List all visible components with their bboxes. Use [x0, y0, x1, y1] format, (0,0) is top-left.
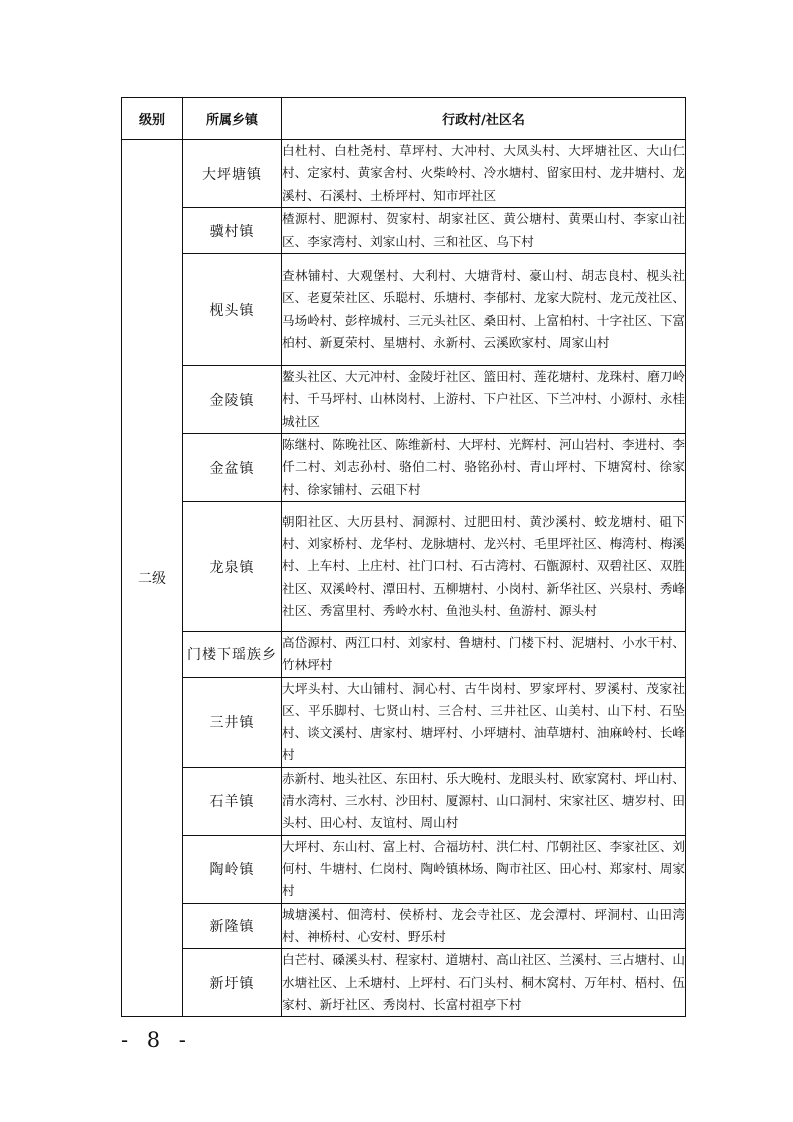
- header-level: 级别: [122, 98, 183, 140]
- villages-cell: 陈继村、陈晚社区、陈维新村、大坪村、光辉村、河山岩村、李进村、李仟二村、刘志孙村、骆伯二村、骆铭孙村、青山坪村、下塘窝村、徐家村、徐家铺村、云砠下村: [282, 434, 686, 502]
- town-cell: 门楼下瑶族乡: [183, 632, 282, 678]
- villages-cell: 高岱源村、两江口村、刘家村、鲁塘村、门楼下村、泥塘村、小水干村、竹林坪村: [282, 632, 686, 678]
- header-villages: 行政村/社区名: [282, 98, 686, 140]
- town-cell: 大坪塘镇: [183, 140, 282, 208]
- table-row: [122, 502, 686, 632]
- table-row: [122, 835, 686, 903]
- table-row: [122, 140, 686, 208]
- villages-cell: 赤新村、地头社区、东田村、乐大晚村、龙眼头村、欧家窝村、坪山村、清水湾村、三水村、沙田村、厦源村、山口洞村、宋家社区、塘岁村、田头村、田心村、友谊村、周山村: [282, 767, 686, 835]
- table-row: [122, 767, 686, 835]
- town-cell: 金盆镇: [183, 434, 282, 502]
- villages-cell: 大坪村、东山村、富上村、合福坊村、洪仁村、邝朝社区、李家社区、刘何村、牛塘村、仁岗村、陶岭镇林场、陶市社区、田心村、郑家村、周家村: [282, 835, 686, 903]
- town-cell: 三井镇: [183, 677, 282, 767]
- table-row: [122, 903, 686, 949]
- town-cell: 枧头镇: [183, 254, 282, 366]
- villages-cell: 朝阳社区、大历县村、洞源村、过肥田村、黄沙溪村、蛟龙塘村、砠下村、刘家桥村、龙华村、龙脉塘村、龙兴村、毛里坪社区、梅湾村、梅溪村、上车村、上庄村、社门口村、石古湾村、石甑源村、双碧社区、双胜社区、双溪岭村、潭田村、五柳塘村、小岗村、新华社区、兴泉村、秀峰社区、秀富里村、秀岭水村、鱼池头村、鱼游村、源头村: [282, 502, 686, 632]
- table-row: [122, 366, 686, 434]
- village-table: [121, 97, 686, 1017]
- villages-cell: 鳌头社区、大元冲村、金陵圩社区、篮田村、莲花塘村、龙珠村、磨刀岭村、千马坪村、山林岗村、上游村、下户社区、下兰冲村、小源村、永桂城社区: [282, 366, 686, 434]
- town-cell: 石羊镇: [183, 767, 282, 835]
- villages-cell: 大坪头村、大山铺村、洞心村、古牛岗村、罗家坪村、罗溪村、茂家社区、平乐脚村、七贤山村、三合村、三井社区、山美村、山下村、石坠村、谈文溪村、唐家村、塘坪村、小坪塘村、油草塘村、油麻岭村、长峰村: [282, 677, 686, 767]
- table-row: [122, 949, 686, 1017]
- villages-cell: 白芒村、磉溪头村、程家村、道塘村、高山社区、兰溪村、三占塘村、山水塘社区、上禾塘村、上坪村、石门头村、桐木窝村、万年村、梧村、伍家村、新圩社区、秀岗村、长富村祖亭下村: [282, 949, 686, 1017]
- table-row: [122, 632, 686, 678]
- table-row: [122, 434, 686, 502]
- page-number: - 8 -: [121, 1028, 192, 1052]
- villages-cell: 白杜村、白杜尧村、草坪村、大冲村、大凤头村、大坪塘社区、大山仁村、定家村、黄家舍村、火柴岭村、冷水塘村、留家田村、龙井塘村、龙溪村、石溪村、土桥坪村、知市坪社区: [282, 140, 686, 208]
- town-cell: 龙泉镇: [183, 502, 282, 632]
- table-header-row: [122, 98, 686, 140]
- town-cell: 陶岭镇: [183, 835, 282, 903]
- header-town: 所属乡镇: [183, 98, 282, 140]
- town-cell: 新圩镇: [183, 949, 282, 1017]
- level-cell: 二级: [122, 140, 183, 1017]
- town-cell: 骥村镇: [183, 208, 282, 254]
- villages-cell: 城塘溪村、佃湾村、侯桥村、龙会寺社区、龙会潭村、坪洞村、山田湾村、神桥村、心安村、野乐村: [282, 903, 686, 949]
- table-row: [122, 208, 686, 254]
- town-cell: 新隆镇: [183, 903, 282, 949]
- villages-cell: 查林铺村、大观堡村、大利村、大塘背村、豪山村、胡志良村、枧头社区、老夏荣社区、乐聪村、乐塘村、李郁村、龙家大院村、龙元茂社区、马场岭村、彭梓城村、三元头社区、桑田村、上富柏村、十字社区、下富柏村、新夏荣村、星塘村、永新村、云溪欧家村、周家山村: [282, 254, 686, 366]
- villages-cell: 楂源村、肥源村、贺家村、胡家社区、黄公塘村、黄栗山村、李家山社区、李家湾村、刘家山村、三和社区、乌下村: [282, 208, 686, 254]
- table-row: [122, 254, 686, 366]
- town-cell: 金陵镇: [183, 366, 282, 434]
- table-row: [122, 677, 686, 767]
